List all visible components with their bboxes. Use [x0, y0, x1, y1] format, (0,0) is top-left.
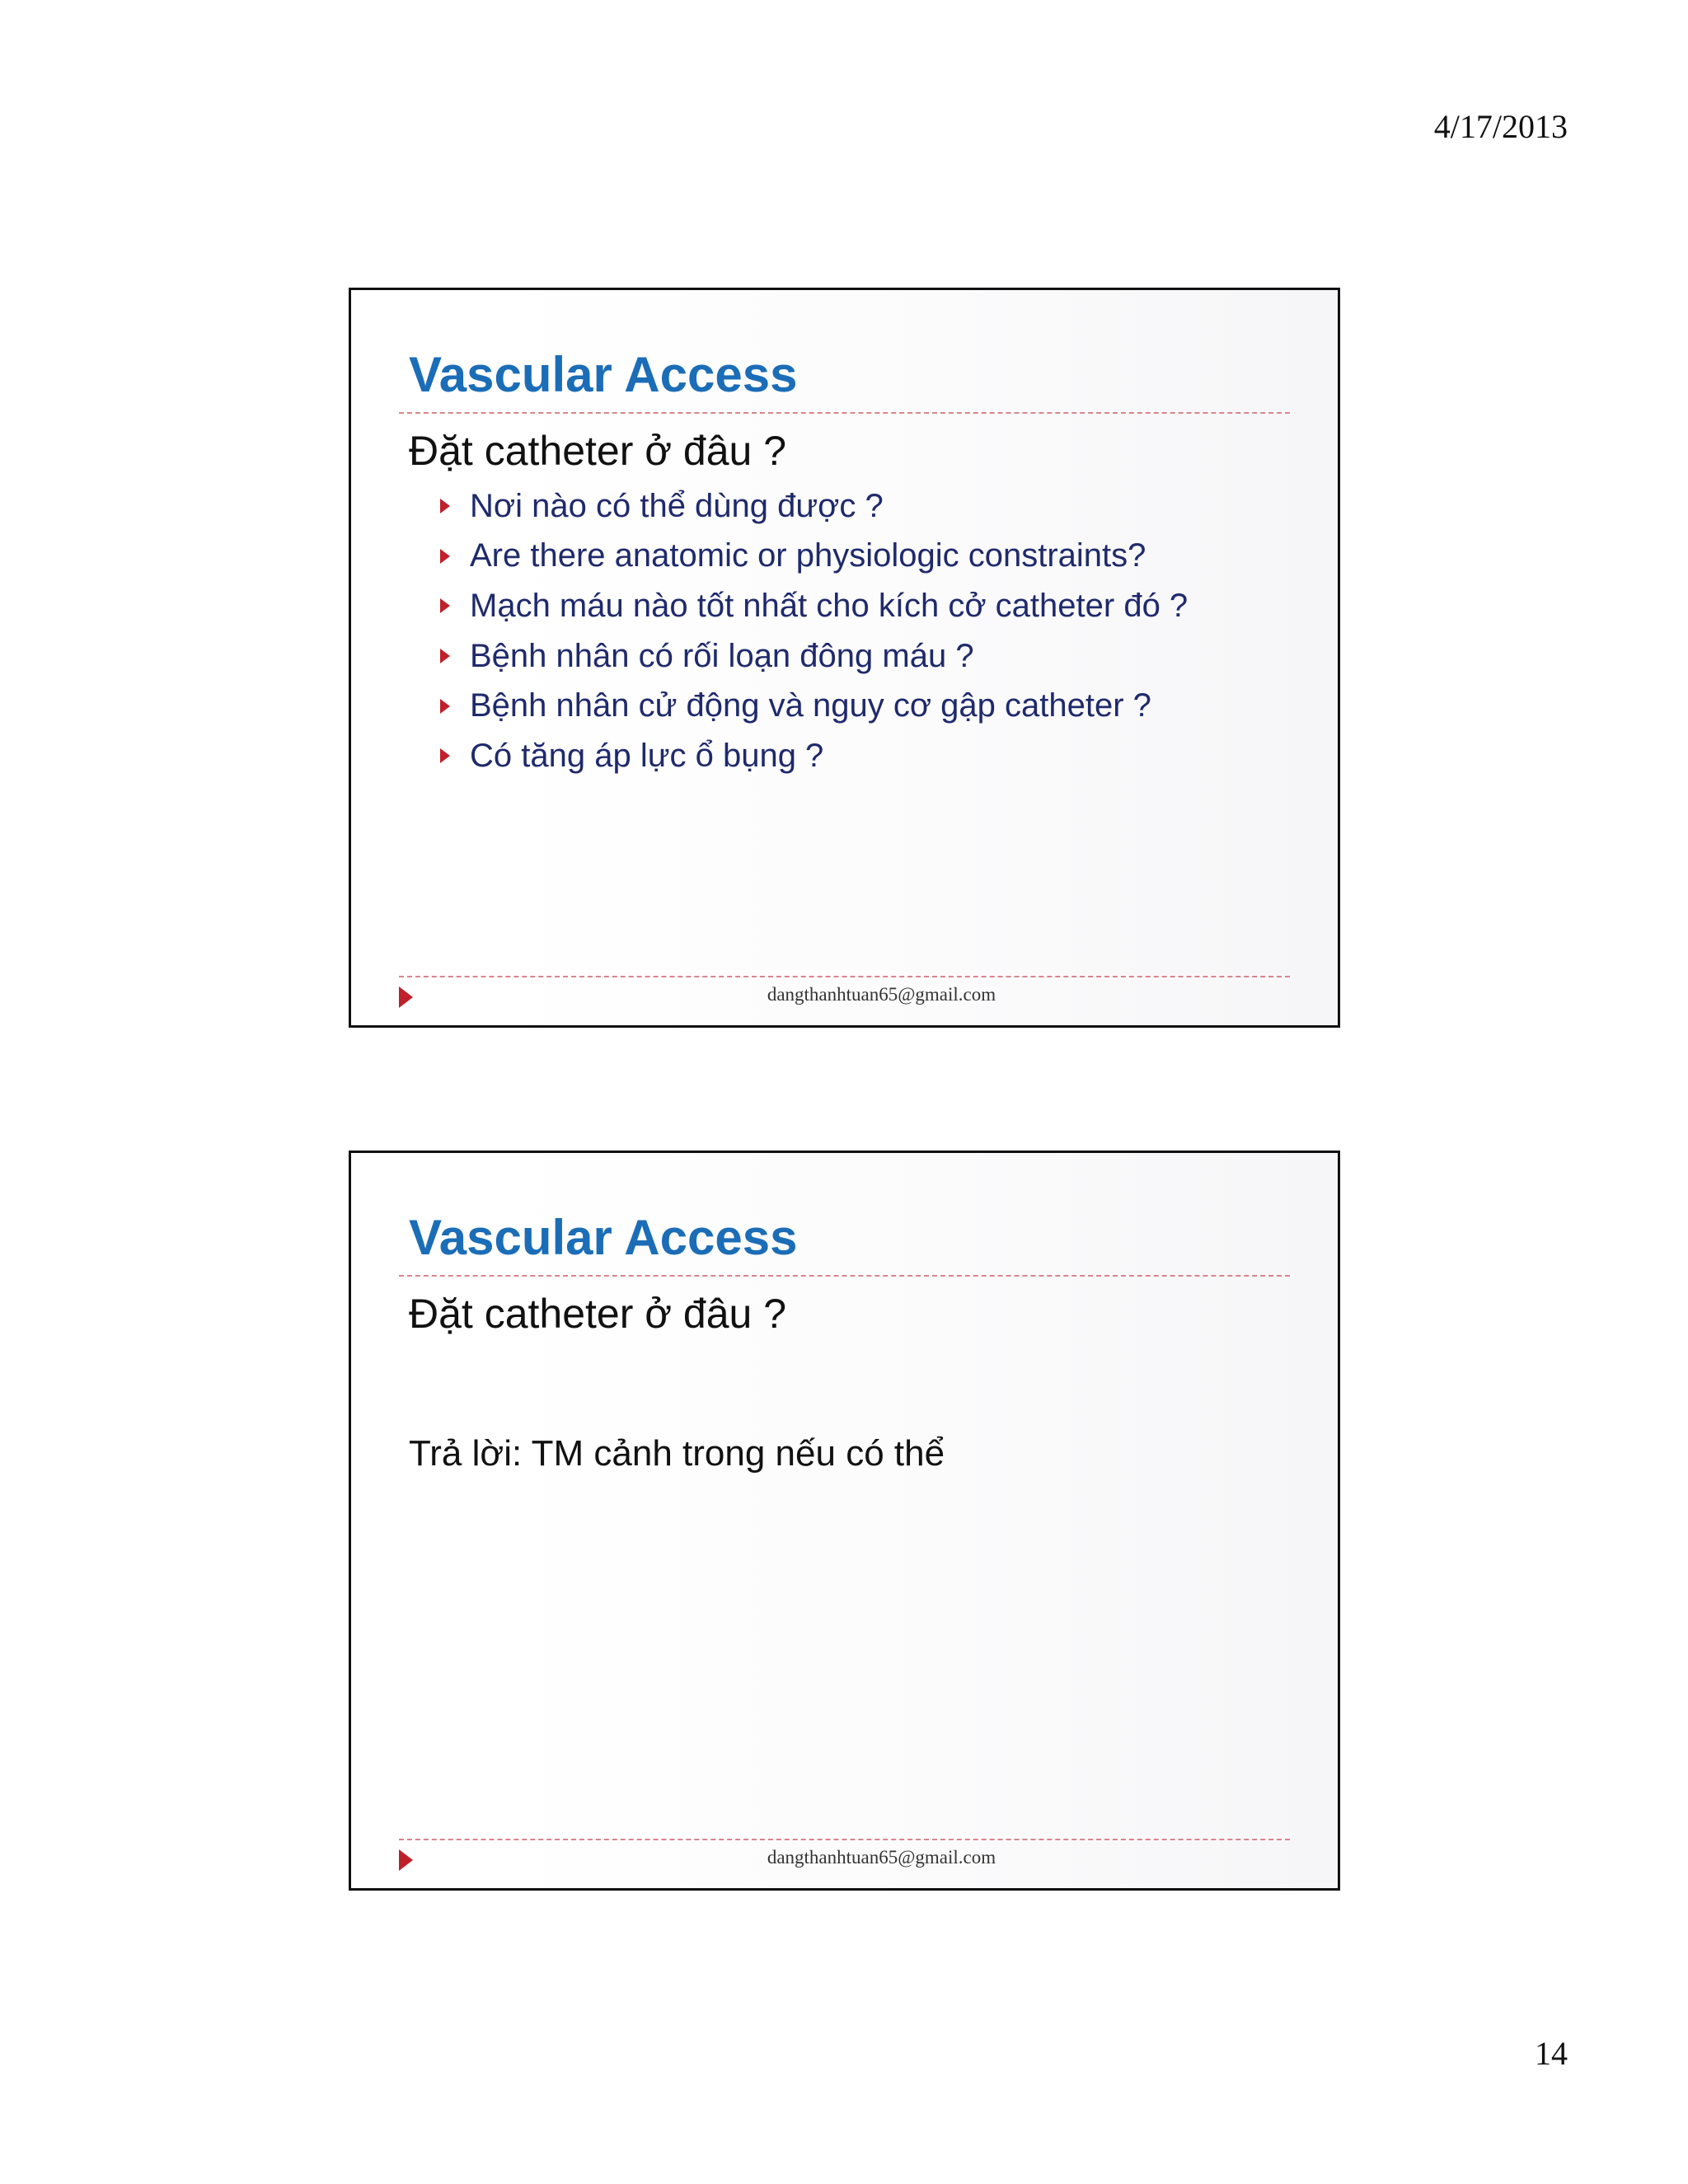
bullet-text: Nơi nào có thể dùng được ?: [470, 487, 884, 524]
footer-email: dangthanhtuan65@gmail.com: [767, 1847, 996, 1868]
triangle-bullet-icon: [440, 499, 450, 513]
footer-divider: [399, 976, 1290, 977]
bullet-text: Có tăng áp lực ổ bụng ?: [470, 737, 824, 774]
footer-divider: [399, 1839, 1290, 1840]
slide-subtitle: Đặt catheter ở đâu ?: [409, 1291, 787, 1337]
bullet-text: Bệnh nhân có rối loạn đông máu ?: [470, 637, 974, 674]
bullet-list: [440, 481, 1188, 781]
bullet-item: [440, 681, 1188, 731]
footer-email: dangthanhtuan65@gmail.com: [767, 984, 996, 1005]
title-divider: [399, 412, 1290, 414]
bullet-item: [440, 631, 1188, 682]
slide-title: Vascular Access: [409, 347, 798, 402]
bullet-item: [440, 581, 1188, 631]
bullet-item: [440, 532, 1188, 582]
slide-2: [349, 1151, 1340, 1891]
slide-subtitle: Đặt catheter ở đâu ?: [409, 428, 787, 474]
slide-1: [349, 288, 1340, 1028]
page-date: 4/17/2013: [1433, 108, 1568, 145]
bullet-text: Bệnh nhân cử động và nguy cơ gập catheter ?: [470, 687, 1151, 724]
triangle-bullet-icon: [440, 748, 450, 763]
triangle-bullet-icon: [440, 649, 450, 663]
title-divider: [399, 1275, 1290, 1277]
triangle-bullet-icon: [440, 699, 450, 714]
triangle-bullet-icon: [440, 598, 450, 613]
slide-title: Vascular Access: [409, 1210, 798, 1265]
page-number: 14: [1535, 2035, 1568, 2072]
bullet-text: Mạch máu nào tốt nhất cho kích cở catheter đó ?: [470, 587, 1189, 624]
bullet-item: [440, 481, 1188, 532]
bullet-text: Are there anatomic or physiologic constraints?: [470, 537, 1146, 574]
bullet-item: [440, 731, 1188, 781]
answer-text: Trả lời: TM cảnh trong nếu có thể: [409, 1433, 945, 1474]
triangle-bullet-icon: [440, 549, 450, 564]
